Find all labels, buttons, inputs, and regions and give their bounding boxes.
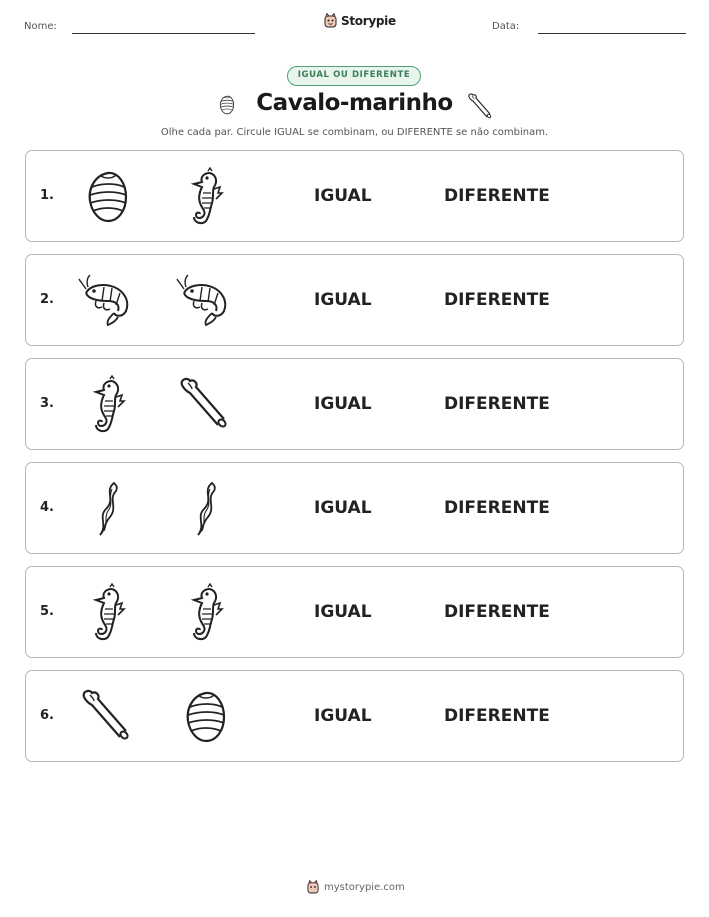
row-number: 1.	[40, 188, 54, 203]
row-number: 2.	[40, 292, 54, 307]
different-option[interactable]: DIFERENTE	[444, 186, 550, 206]
different-option[interactable]: DIFERENTE	[444, 394, 550, 414]
seaweed-icon	[76, 477, 140, 541]
question-row-3	[25, 358, 684, 450]
storypie-logo	[324, 13, 396, 28]
different-option[interactable]: DIFERENTE	[444, 290, 550, 310]
seahorse-icon	[76, 581, 140, 645]
different-option[interactable]: DIFERENTE	[444, 706, 550, 726]
same-option[interactable]: IGUAL	[314, 186, 372, 206]
storypie-mascot-icon	[307, 880, 319, 894]
storypie-mascot-icon	[324, 13, 337, 28]
date-label: Data:	[492, 21, 520, 32]
same-option[interactable]: IGUAL	[314, 498, 372, 518]
bone-icon	[174, 373, 238, 437]
seaweed-icon	[174, 477, 238, 541]
row-number: 3.	[40, 396, 54, 411]
seahorse-icon	[174, 581, 238, 645]
footer	[307, 880, 405, 894]
seahorse-icon	[76, 373, 140, 437]
question-row-2	[25, 254, 684, 346]
instructions: Olhe cada par. Circule IGUAL se combinam, ou DIFERENTE se não combinam.	[160, 127, 549, 138]
question-row-4	[25, 462, 684, 554]
question-row-1	[25, 150, 684, 242]
same-option[interactable]: IGUAL	[314, 602, 372, 622]
question-row-6	[25, 670, 684, 762]
shell-icon	[174, 685, 238, 749]
bone-icon	[76, 685, 140, 749]
row-number: 6.	[40, 708, 54, 723]
brand-name: Storypie	[341, 13, 396, 28]
same-option[interactable]: IGUAL	[314, 394, 372, 414]
date-line[interactable]	[538, 33, 686, 34]
question-row-5	[25, 566, 684, 658]
seahorse-icon	[174, 165, 238, 229]
different-option[interactable]: DIFERENTE	[444, 602, 550, 622]
shrimp-icon	[76, 269, 140, 333]
name-label: Nome:	[24, 21, 57, 32]
same-option[interactable]: IGUAL	[314, 706, 372, 726]
shrimp-icon	[174, 269, 238, 333]
footer-url[interactable]: mystorypie.com	[324, 881, 405, 893]
same-option[interactable]: IGUAL	[314, 290, 372, 310]
page-title: Cavalo-marinho	[256, 90, 453, 116]
name-line[interactable]	[72, 33, 255, 34]
shell-icon	[76, 165, 140, 229]
bone-icon	[466, 92, 496, 122]
row-number: 4.	[40, 500, 54, 515]
row-number: 5.	[40, 604, 54, 619]
different-option[interactable]: DIFERENTE	[444, 498, 550, 518]
worksheet-type-badge: IGUAL OU DIFERENTE	[287, 66, 421, 86]
